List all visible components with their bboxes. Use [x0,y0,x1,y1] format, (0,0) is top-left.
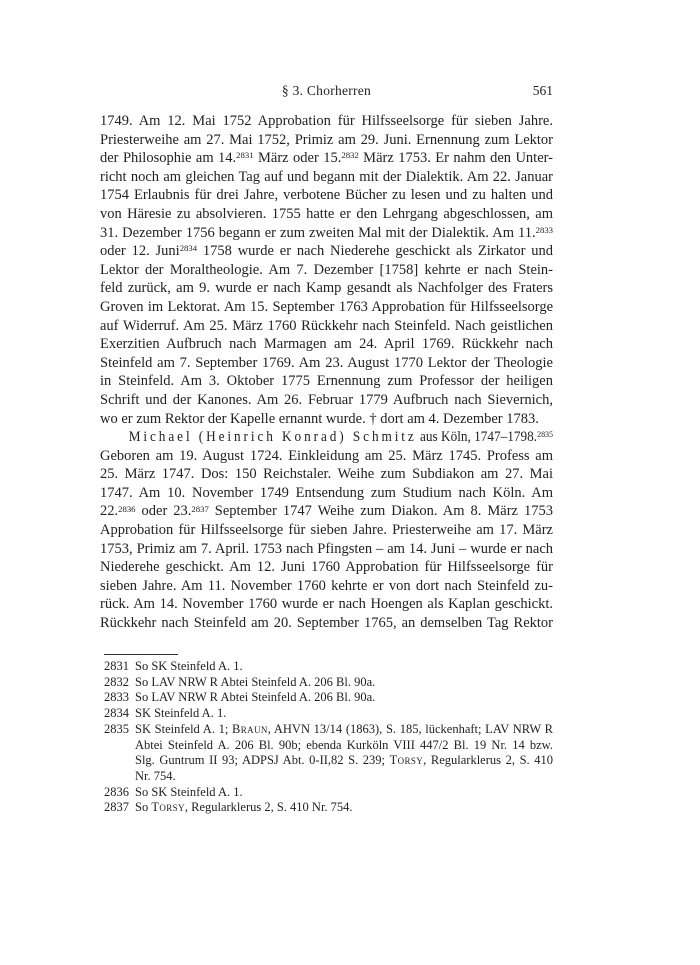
footnote [104,800,553,816]
text-line: in Steinfeld. Am 3. Oktober 1775 Ernennung zum Professor der heiligen [100,373,553,390]
footnote-number: 2833 [104,690,129,705]
text-line: sieben Jahre. Am 11. November 1760 kehrte er von dort nach Steinfeld zu- [100,577,553,594]
paragraph [100,428,553,633]
footnote-line: Slg. Guntrum II 93; ADPSJ Abt. 0-II,82 S. 239; Torsy, Regularklerus 2, S. 410 [135,753,553,768]
footnote [104,785,553,801]
page-number: 561 [532,83,553,98]
paragraph [100,112,553,428]
text-line: 22.$^{2836}$ oder 23.$^{2837}$ September 1747 Weihe zum Diakon. Am 8. März 1753 [100,503,553,520]
footnotes [104,659,553,816]
footnote-number: 2832 [104,674,129,689]
text-line: Michael (Heinrich Konrad) Schmitz aus Köln, 1747–1798.$^{2835}$ [128,429,553,446]
text-line: Lektor der Moraltheologie. Am 7. Dezember [1758] kehrte er nach Stein- [100,261,553,278]
footnote-text [135,800,553,816]
text-line: 1754 Erlaubnis für drei Jahre, verbotene Bücher zu lesen und zu halten und [100,187,553,204]
footnote-text [135,722,553,785]
footnote-line: So LAV NRW R Abtei Steinfeld A. 206 Bl. 90a. [135,674,376,689]
text-line: Rückkehr nach Steinfeld am 20. September 1765, an demselben Tag Rektor [100,615,553,632]
footnote-number: 2837 [104,800,129,815]
text-line: Geboren am 19. August 1724. Einkleidung am 25. März 1745. Profess am [100,447,553,464]
footnote-text [135,659,553,675]
text-line: auf Widerruf. Am 25. März 1760 Rückkehr nach Steinfeld. Nach geistlichen [100,317,553,334]
footnote-text [135,706,553,722]
footnote-line: So SK Steinfeld A. 1. [135,659,243,673]
text-line: 31. Dezember 1756 begann er zum zweiten Mal mit der Dialektik. Am 11.$^{2833}$ [100,224,553,241]
footnote-text [135,785,553,801]
footnote [104,722,553,785]
text-line: von Häresie zu absolvieren. 1755 hatte er den Lehrgang abgeschlossen, am [100,205,553,222]
text-line: rück. Am 14. November 1760 wurde er nach Hoengen als Kaplan geschickt. [100,596,553,613]
text-line: Steinfeld am 7. September 1769. Am 23. August 1770 Lektor der Theologie [100,354,553,371]
text-line: 1753, Primiz am 7. April. 1753 nach Pfingsten – am 14. Juni – wurde er nach [100,540,553,557]
text-line: Niederehe geschickt. Am 12. Juni 1760 Approbation für Hilfsseelsorge für [100,559,553,576]
footnote-text [135,690,553,706]
text-line: 25. März 1747. Dos: 150 Reichstaler. Weihe zum Subdiakon am 27. Mai [100,466,553,483]
text-line: oder 12. Juni$^{2834}$ 1758 wurde er nach Niederehe geschickt als Zirkator und [100,243,553,260]
footnote [104,706,553,722]
footnote-line: SK Steinfeld A. 1. [135,706,227,721]
body-text [100,112,553,633]
footnote-line: SK Steinfeld A. 1; Braun, AHVN 13/14 (1863), S. 185, lückenhaft; LAV NRW R [135,721,553,736]
footnote-line: So SK Steinfeld A. 1. [135,784,243,799]
text-line: Schrift und der Kanones. Am 26. Februar 1779 Aufbruch nach Sievernich, [100,391,553,408]
footnote-text [135,675,553,691]
footnote-separator [104,654,178,655]
page-header [100,83,553,100]
footnote-number: 2831 [104,659,129,673]
text-line: wo er zum Rektor der Kapelle ernannt wurde. † dort am 4. Dezember 1783. [100,410,539,427]
text-line: Approbation für Hilfsseelsorge für sieben Jahre. Priesterweihe am 17. März [100,522,553,539]
footnote-line: So LAV NRW R Abtei Steinfeld A. 206 Bl. 90a. [135,690,376,705]
text-line: Priesterweihe am 27. Mai 1752, Primiz am 29. Juni. Ernennung zum Lektor [100,131,553,148]
text-line: feld zurück, am 9. wurde er nach Kamp gesandt als Nachfolger des Fraters [100,280,553,297]
footnote-line: So Torsy, Regularklerus 2, S. 410 Nr. 754. [135,800,353,815]
footnote-line: Abtei Steinfeld A. 206 Bl. 90b; ebenda Kurköln VIII 447/2 Bl. 19 Nr. 14 bzw. [135,737,553,752]
text-line: 1749. Am 12. Mai 1752 Approbation für Hilfsseelsorge für sieben Jahre. [100,113,553,129]
text-line: Exerzitien Aufbruch nach Marmagen am 24. April 1769. Rückkehr nach [100,336,553,353]
text-line: Groven im Lektorat. Am 15. September 1763 Approbation für Hilfsseelsorge [100,298,553,315]
footnote-number: 2836 [104,784,129,799]
text-line: richt noch am gleichen Tag auf und begann mit der Dialektik. Am 22. Januar [100,168,553,185]
footnote [104,659,553,675]
text-line: der Philosophie am 14.$^{2831}$ März oder 15.$^{2832}$ März 1753. Er nahm den Unter- [100,150,553,167]
footnote [104,690,553,706]
section-title: § 3. Chorherren [281,83,372,98]
footnote-number: 2834 [104,706,129,721]
footnote-number: 2835 [104,721,129,736]
footnote-line: Nr. 754. [135,768,176,783]
footnote [104,675,553,691]
text-line: 1747. Am 10. November 1749 Entsendung zum Studium nach Köln. Am [100,484,553,501]
